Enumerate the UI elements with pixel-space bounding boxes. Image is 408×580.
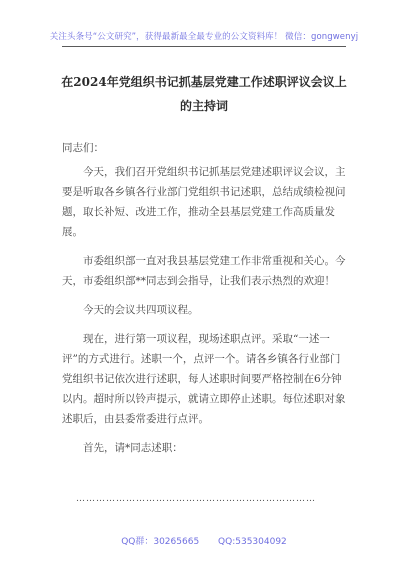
footer-qq: QQ:535304092 [218, 537, 287, 547]
paragraph-3: 今天的会议共四项议程。 [83, 304, 199, 316]
paragraph-4: 现在，进行第一项议程，现场述职点评。采取“一述一评”的方式进行。述职一个，点评一个。请各乡镇各行业部门党组织书记依次进行述职，每人述职时间要严格控制在6分钟以内。超时所以铃声提示，就请立即停止述职。每位述职对象述职后，由县委常委进行点评。 [62, 333, 346, 425]
paragraph-2: 市委组织部一直对我县基层党建工作非常重视和关心。今天，市委组织部**同志到会指导，让我们表示热烈的欢迎！ [62, 255, 346, 287]
paragraph-5: 首先，请*同志述职： [83, 442, 183, 454]
header-divider [62, 46, 346, 47]
paragraph-1: 今天，我们召开党组织书记抓基层党建述职评议会议，主要是听取各乡镇各行业部门党组织书记述职，总结成绩检视问题，取长补短、改进工作，推动全县基层党建工作高质量发展。 [62, 166, 346, 238]
header-banner: 关注头条号“公文研究”，获得最新最全最专业的公文资料库！ 微信：gongwenyj [49, 32, 359, 42]
dotted-leader: ……………………………………………………………… [76, 494, 316, 504]
document-body [62, 138, 346, 458]
footer-qq-group: QQ群：30265665 [121, 537, 200, 547]
footer-contact [0, 534, 408, 547]
document-title: 在2024年党组织书记抓基层党建工作述职评议会议上的主持词 [61, 75, 347, 113]
salutation: 同志们： [62, 142, 104, 154]
